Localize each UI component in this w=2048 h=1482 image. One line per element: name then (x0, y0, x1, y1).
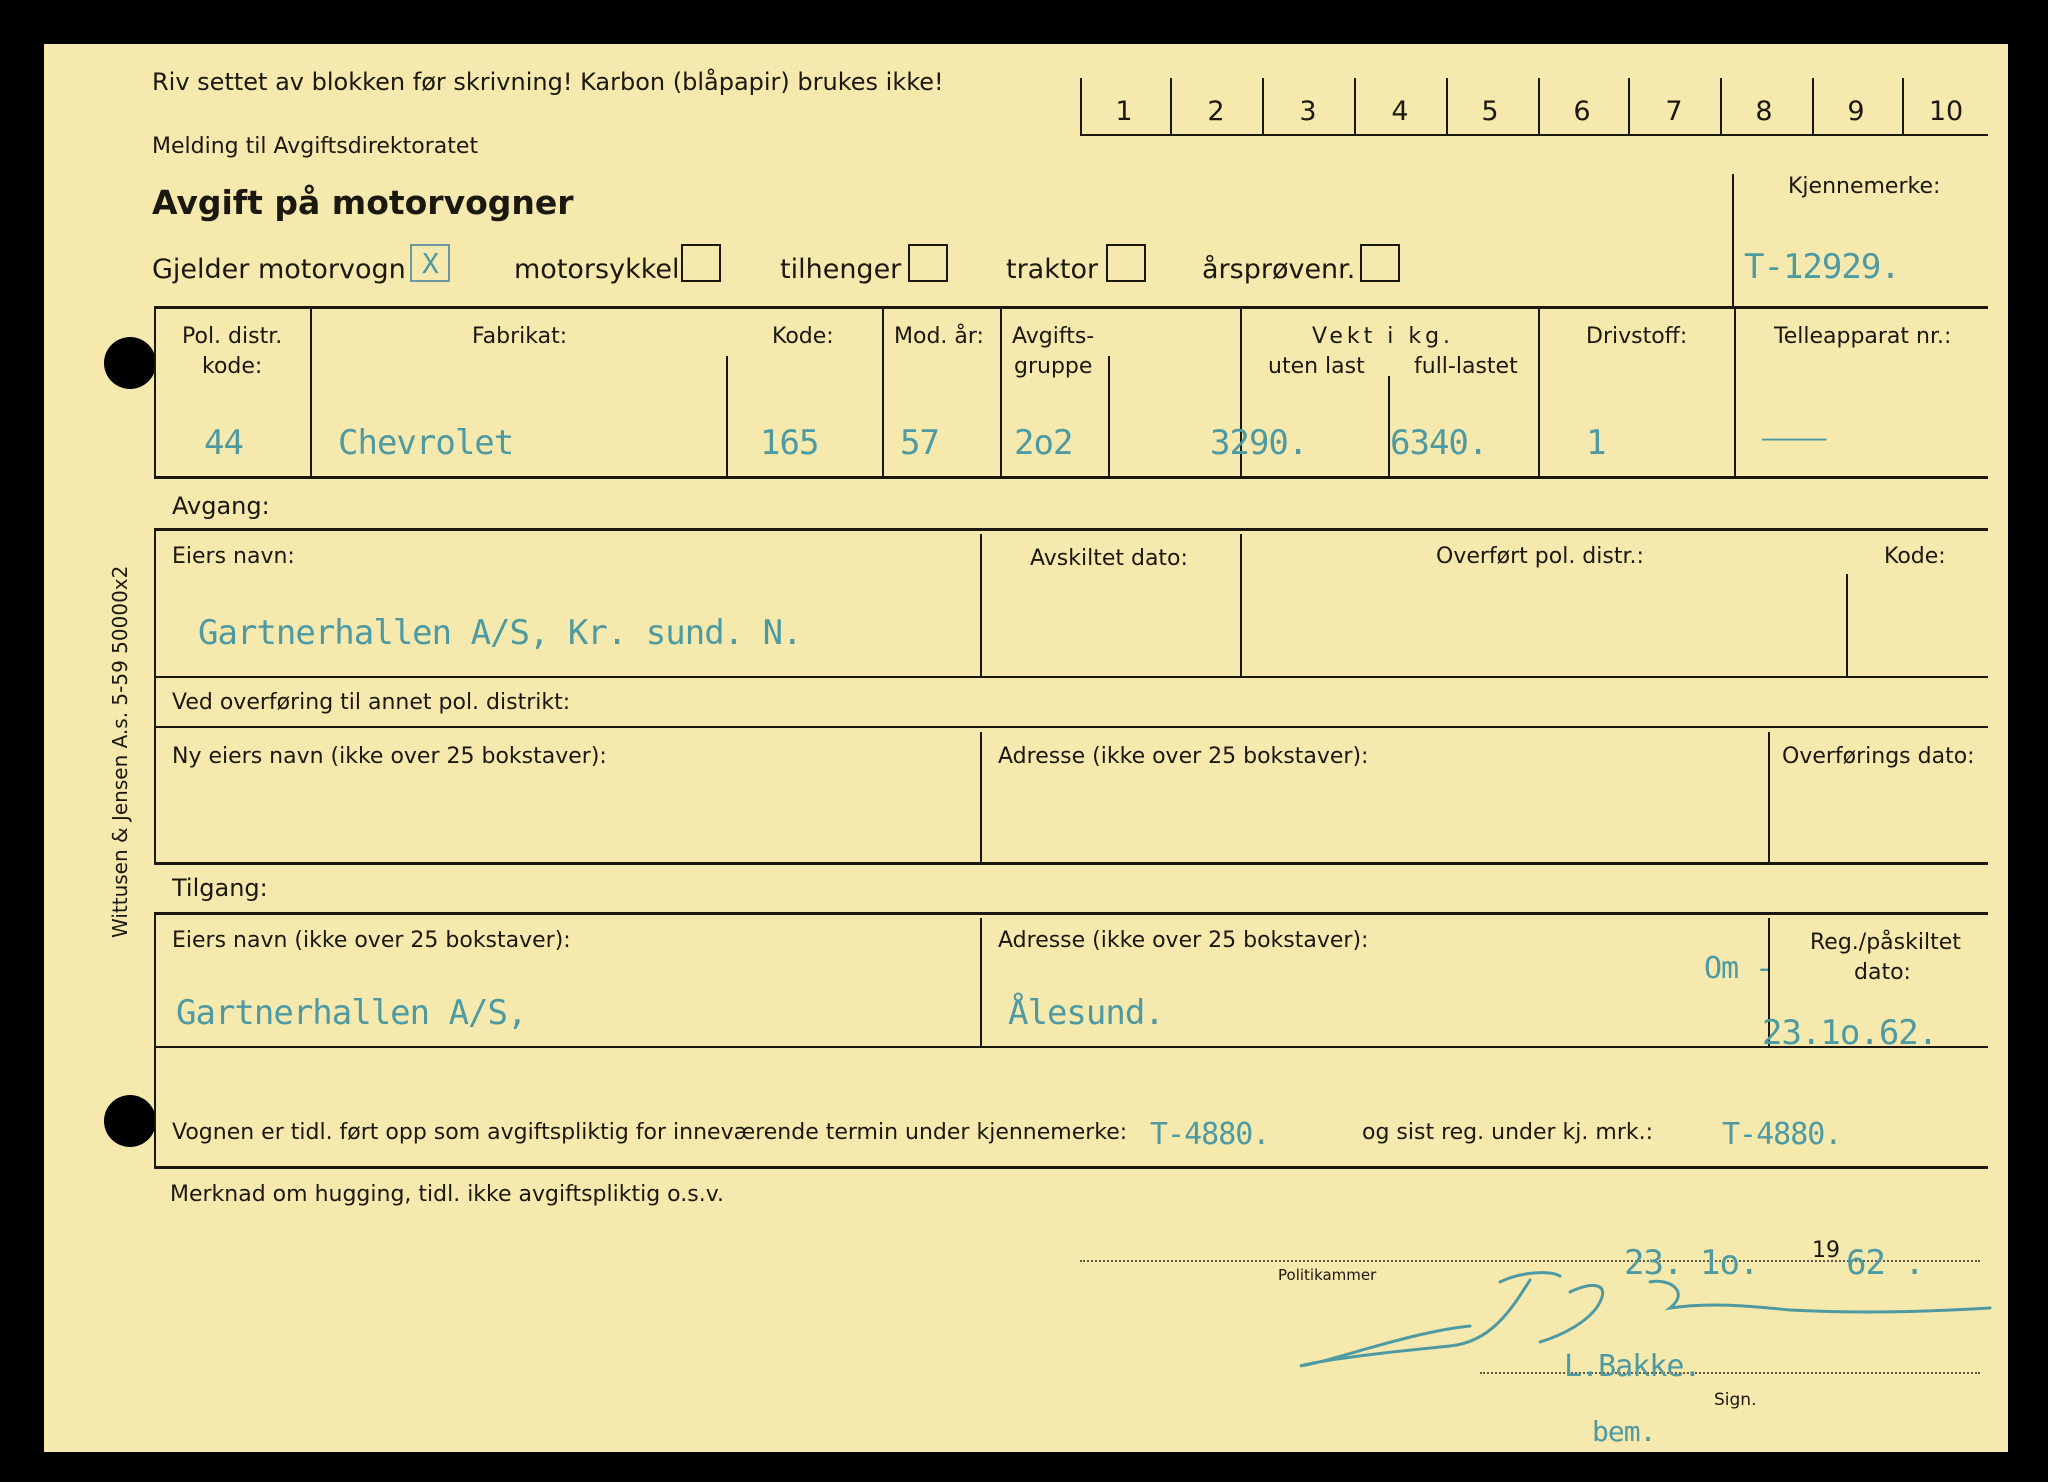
ny-eiers-navn-label: Ny eiers navn (ikke over 25 bokstaver): (172, 744, 607, 769)
fabrikat-value[interactable]: Chevrolet (338, 423, 514, 463)
date-year[interactable]: 62 . (1846, 1243, 1924, 1283)
reg-dato-label-2: dato: (1854, 960, 1911, 985)
politikammer-label: Politikammer (1278, 1266, 1377, 1284)
merknad-label: Merknad om hugging, tidl. ikke avgiftspliktig o.s.v. (170, 1182, 725, 1207)
tilgang-adresse-value[interactable]: Ålesund. (1008, 993, 1164, 1033)
form-title: Avgift på motorvogner (152, 183, 574, 222)
mod-ar-value[interactable]: 57 (900, 423, 939, 463)
pol-distr-header-2: kode: (202, 354, 263, 379)
mod-ar-header: Mod. år: (894, 324, 984, 349)
motorvogn-check-mark: X (422, 247, 439, 280)
sign-label: Sign. (1714, 1390, 1757, 1410)
arsprovenr-checkbox[interactable] (1360, 244, 1400, 282)
tilgang-adresse-label: Adresse (ikke over 25 bokstaver): (998, 928, 1369, 953)
addressee-text: Melding til Avgiftsdirektoratet (152, 134, 479, 159)
punch-hole-top (104, 337, 156, 389)
tilgang-label: Tilgang: (172, 874, 268, 902)
kode-header: Kode: (772, 324, 834, 349)
avgift-header-2: gruppe (1014, 354, 1093, 379)
sist-reg-value[interactable]: T-4880. (1722, 1117, 1842, 1152)
avskiltet-dato-label: Avskiltet dato: (1030, 546, 1188, 571)
tilhenger-label: tilhenger (780, 254, 902, 285)
om-note: Om - (1704, 951, 1773, 986)
gjelder-label: Gjelder motorvogn (152, 254, 406, 285)
uten-last-value[interactable]: 3290. (1210, 423, 1308, 463)
tidl-kjennemerke-value[interactable]: T-4880. (1150, 1117, 1270, 1152)
avgang-kode-label: Kode: (1884, 544, 1946, 569)
motorvogn-checkbox[interactable] (410, 244, 450, 282)
stamp-name: L.Bakke. (1564, 1349, 1701, 1384)
avgift-header-1: Avgifts- (1012, 324, 1095, 349)
number-cell-7: 7 (1665, 96, 1683, 127)
motorsykkel-checkbox[interactable] (681, 244, 721, 282)
sist-reg-label: og sist reg. under kj. mrk.: (1362, 1120, 1654, 1145)
number-cell-6: 6 (1573, 96, 1591, 127)
number-cell-2: 2 (1207, 96, 1225, 127)
kjennemerke-label: Kjennemerke: (1788, 174, 1941, 199)
fabrikat-header: Fabrikat: (472, 324, 568, 349)
punch-hole-bottom (104, 1095, 156, 1147)
instruction-text: Riv settet av blokken før skrivning! Karbon (blåpapir) brukes ikke! (152, 68, 944, 96)
number-cell-4: 4 (1391, 96, 1409, 127)
ved-overforing-label: Ved overføring til annet pol. distrikt: (172, 690, 571, 715)
traktor-checkbox[interactable] (1106, 244, 1146, 282)
motorsykkel-label: motorsykkel (514, 254, 680, 285)
overforings-dato-label: Overførings dato: (1782, 744, 1975, 769)
reg-dato-value[interactable]: 23.1o.62. (1762, 1013, 1938, 1053)
arsprovenr-label: årsprøvenr. (1202, 254, 1356, 285)
number-cell-1: 1 (1115, 96, 1133, 127)
traktor-label: traktor (1006, 254, 1099, 285)
vekt-header: Vekt i kg. (1312, 324, 1455, 349)
date-month[interactable]: 1o. (1700, 1243, 1759, 1283)
kjennemerke-value[interactable]: T-12929. (1744, 247, 1900, 287)
drivstoff-header: Drivstoff: (1586, 324, 1688, 349)
telleapparat-value[interactable]: ———— (1762, 421, 1826, 454)
overfort-pol-distr-label: Overført pol. distr.: (1436, 544, 1644, 569)
tilhenger-checkbox[interactable] (908, 244, 948, 282)
avgang-eiers-navn-label: Eiers navn: (172, 544, 295, 569)
reg-dato-label-1: Reg./påskiltet (1810, 930, 1961, 955)
drivstoff-value[interactable]: 1 (1586, 423, 1606, 463)
number-cell-8: 8 (1755, 96, 1773, 127)
date-day[interactable]: 23. (1624, 1243, 1683, 1283)
number-cell-9: 9 (1847, 96, 1865, 127)
number-cell-10: 10 (1928, 96, 1964, 127)
avgang-adresse-label: Adresse (ikke over 25 bokstaver): (998, 744, 1369, 769)
full-lastet-value[interactable]: 6340. (1390, 423, 1488, 463)
tidl-kjennemerke-label: Vognen er tidl. ført opp som avgiftspliktig for inneværende termin under kjennemerke: (172, 1120, 1128, 1145)
pol-distr-value[interactable]: 44 (204, 423, 243, 463)
stamp-title: bem. (1592, 1415, 1656, 1448)
kode-value[interactable]: 165 (760, 423, 819, 463)
number-cell-5: 5 (1481, 96, 1499, 127)
number-cell-3: 3 (1299, 96, 1317, 127)
avgang-eiers-navn-value[interactable]: Gartnerhallen A/S, Kr. sund. N. (198, 613, 802, 653)
avgang-label: Avgang: (172, 492, 270, 520)
full-lastet-header: full-lastet (1414, 354, 1518, 379)
uten-last-header: uten last (1268, 354, 1365, 379)
date-century: 19 (1812, 1238, 1840, 1263)
tilgang-eiers-navn-value[interactable]: Gartnerhallen A/S, (176, 993, 527, 1033)
telleapparat-header: Telleapparat nr.: (1774, 324, 1952, 349)
pol-distr-header-1: Pol. distr. (182, 324, 283, 349)
sign-dotted-line (1480, 1372, 1980, 1374)
tilgang-eiers-navn-label: Eiers navn (ikke over 25 bokstaver): (172, 928, 571, 953)
printer-imprint: Wittusen & Jensen A.s. 5-59 50000x2 (108, 565, 132, 938)
avgiftsgruppe-value[interactable]: 2o2 (1014, 423, 1073, 463)
